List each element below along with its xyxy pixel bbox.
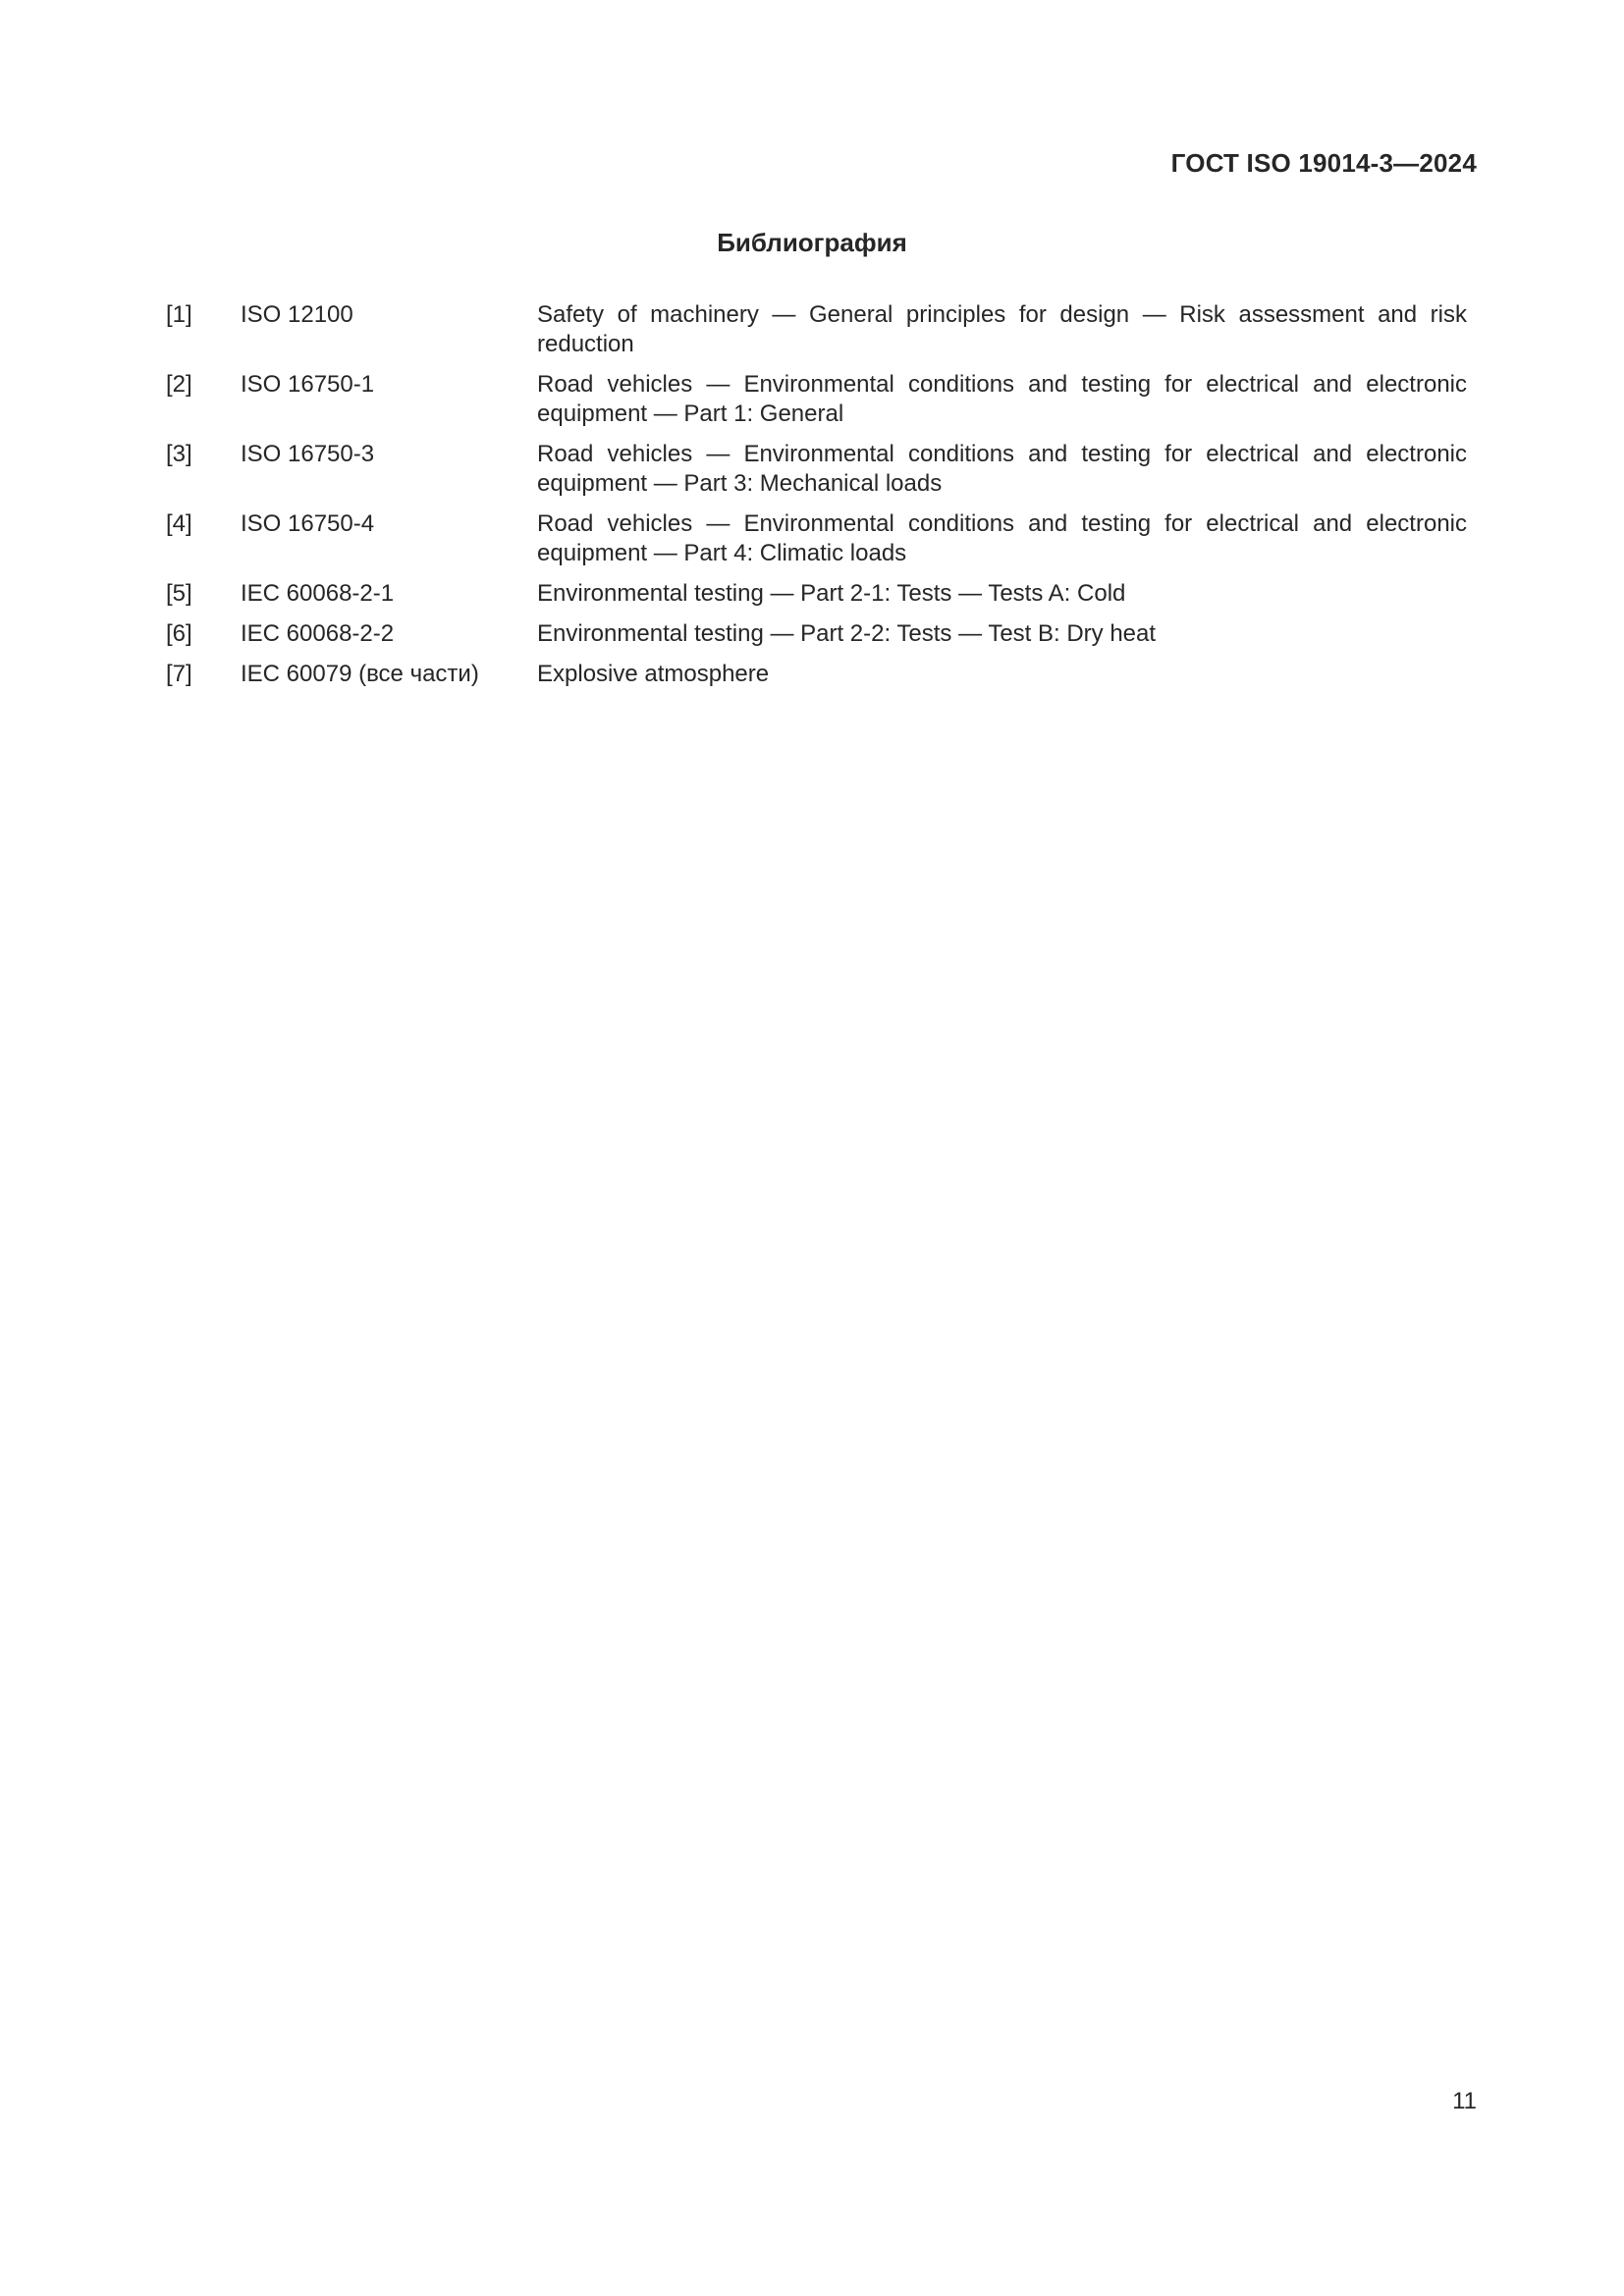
reference-code: ISO 16750-3 xyxy=(241,441,375,467)
reference-title: Safety of machinery — General principles for design — Risk assessment and risk reduction xyxy=(537,301,1467,357)
reference-title: Road vehicles — Environmental conditions and testing for electrical and electronic equipment — Part 4: Climatic loads xyxy=(537,510,1467,566)
reference-code: IEC 60068-2-2 xyxy=(241,620,395,647)
bibliography-title: Библиография xyxy=(717,228,907,257)
reference-number: [3] xyxy=(166,441,192,467)
reference-code: IEC 60079 (все части) xyxy=(241,661,479,687)
reference-title: Road vehicles — Environmental conditions and testing for electrical and electronic equipment — Part 3: Mechanical loads xyxy=(537,441,1467,497)
reference-number: [1] xyxy=(166,301,192,328)
reference-number: [7] xyxy=(166,661,192,687)
document-code: ГОСТ ISO 19014-3—2024 xyxy=(1170,148,1477,178)
bibliography-item xyxy=(166,370,1467,429)
reference-number: [5] xyxy=(166,580,192,607)
reference-number: [2] xyxy=(166,371,192,398)
bibliography-item xyxy=(166,579,1467,609)
reference-code: ISO 16750-1 xyxy=(241,371,375,398)
bibliography-item xyxy=(166,619,1467,649)
bibliography-item xyxy=(166,440,1467,499)
reference-number: [6] xyxy=(166,620,192,647)
page-number: 11 xyxy=(1452,2088,1477,2114)
bibliography-item xyxy=(166,509,1467,568)
reference-title: Road vehicles — Environmental conditions and testing for electrical and electronic equipment — Part 1: General xyxy=(537,371,1467,427)
reference-title: Environmental testing — Part 2-2: Tests — Test B: Dry heat xyxy=(537,620,1157,647)
reference-number: [4] xyxy=(166,510,192,537)
bibliography-item xyxy=(166,660,1467,689)
reference-title: Environmental testing — Part 2-1: Tests — Tests A: Cold xyxy=(537,580,1126,607)
reference-code: ISO 12100 xyxy=(241,301,353,328)
bibliography-item xyxy=(166,300,1467,359)
reference-code: IEC 60068-2-1 xyxy=(241,580,395,607)
bibliography-list xyxy=(166,300,1467,700)
reference-code: ISO 16750-4 xyxy=(241,510,375,537)
reference-title: Explosive atmosphere xyxy=(537,661,770,687)
